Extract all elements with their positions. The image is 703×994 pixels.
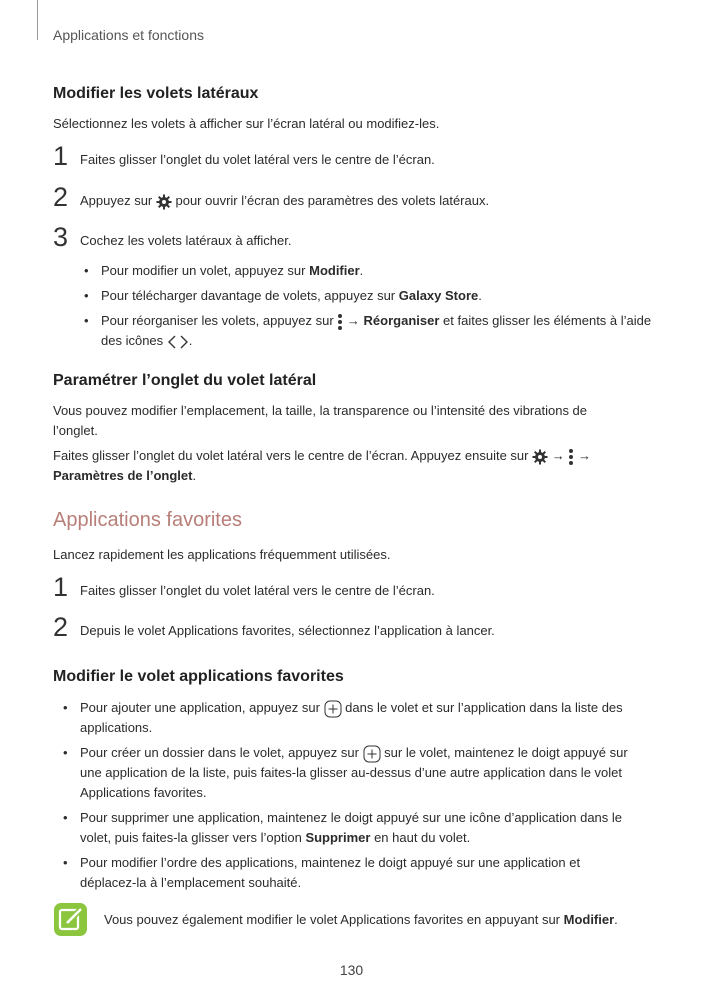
bold-term: Supprimer <box>305 830 371 845</box>
bullet-item <box>84 261 671 281</box>
bullet-dot: • <box>63 700 68 715</box>
step-3 <box>53 222 653 255</box>
bullet-text: Pour modifier un volet, appuyez sur <box>101 263 310 278</box>
chevron-right-icon <box>177 334 189 350</box>
section-intro: Lancez rapidement les applications fréquemment utilisées. <box>53 547 391 562</box>
step-text-part: pour ouvrir l’écran des paramètres des volets latéraux. <box>171 193 490 208</box>
step-text: Faites glisser l’onglet du volet latéral vers le centre de l’écran. <box>80 152 435 167</box>
section-paragraph <box>53 446 653 486</box>
bullet-text: Pour télécharger davantage de volets, appuyez sur <box>101 288 399 303</box>
bullet-dot: • <box>84 313 89 328</box>
bold-term: Galaxy Store <box>398 288 479 303</box>
bullet-item <box>63 808 650 848</box>
pencil-icon <box>54 903 87 936</box>
section-title-favorite-apps: Applications favorites <box>53 509 242 531</box>
page-number: 130 <box>339 962 364 978</box>
bullet-text: en haut du volet. <box>370 830 471 845</box>
bullet-text: applications. <box>80 720 153 735</box>
bullet-text: . <box>478 288 482 303</box>
bullet-dot: • <box>63 745 68 760</box>
step-number: 1 <box>53 572 69 602</box>
gear-icon <box>156 194 172 210</box>
bullet-text: Pour créer un dossier dans le volet, appuyez sur <box>80 745 363 760</box>
note-icon <box>54 903 87 936</box>
bullet-text: déplacez-la à l’emplacement souhaité. <box>80 875 302 890</box>
step-number: 3 <box>53 222 69 252</box>
bold-term: Modifier <box>309 263 360 278</box>
section-title-tab-settings: Paramétrer l’onglet du volet latéral <box>53 372 317 389</box>
chevron-left-icon <box>167 334 177 350</box>
bullet-item <box>63 743 650 803</box>
step-1 <box>53 572 653 605</box>
bullet-item <box>84 286 671 306</box>
arrow-symbol: → <box>548 448 569 463</box>
step-text-part: Appuyez sur <box>80 193 156 208</box>
bold-term: Réorganiser <box>363 313 440 328</box>
bullet-text: . <box>359 263 364 278</box>
bullet-text: sur le volet, maintenez le doigt appuyé sur <box>380 745 628 760</box>
paragraph-text: . <box>192 468 197 483</box>
note-text <box>104 910 664 930</box>
bullet-item <box>63 853 650 893</box>
bullet-item <box>84 311 671 351</box>
step-number: 2 <box>53 182 69 212</box>
bold-term: Paramètres de l’onglet <box>53 468 193 483</box>
step-text: Cochez les volets latéraux à afficher. <box>80 233 292 248</box>
bullet-text: volet, puis faites-la glisser vers l’option <box>80 830 306 845</box>
bullet-dot: • <box>84 263 89 278</box>
bullet-text: . <box>188 333 193 348</box>
step-1 <box>53 141 653 174</box>
bullet-text: dans le volet et sur l’application dans la liste des <box>341 700 623 715</box>
section-title-modify-panels: Modifier les volets latéraux <box>53 85 259 102</box>
bullet-text: Pour réorganiser les volets, appuyez sur <box>101 313 338 328</box>
bullet-dot: • <box>63 810 68 825</box>
note-text-part: Vous pouvez également modifier le volet Applications favorites en appuyant sur <box>104 912 564 927</box>
bullet-text: Pour modifier l’ordre des applications, maintenez le doigt appuyé sur une application et <box>80 855 581 870</box>
note-text-part: . <box>614 912 618 927</box>
bullet-text: Applications favorites. <box>80 785 207 800</box>
step-text: Depuis le volet Applications favorites, sélectionnez l’application à lancer. <box>80 623 495 638</box>
paragraph-line: Vous pouvez modifier l’emplacement, la taille, la transparence ou l’intensité des vibrations de <box>53 403 588 418</box>
step-number: 1 <box>53 141 69 171</box>
bullet-dot: • <box>63 855 68 870</box>
bullet-text: et faites glisser les éléments à l’aide <box>439 313 652 328</box>
step-text: Faites glisser l’onglet du volet latéral vers le centre de l’écran. <box>80 583 435 598</box>
bullet-item <box>63 698 650 738</box>
header-rule <box>37 0 38 40</box>
section-intro: Sélectionnez les volets à afficher sur l’écran latéral ou modifiez-les. <box>53 116 440 131</box>
bullet-text: des icônes <box>101 333 167 348</box>
step-2 <box>53 612 653 645</box>
paragraph-line: l’onglet. <box>53 423 98 438</box>
section-paragraph <box>53 401 653 441</box>
arrow-symbol: → <box>343 313 364 328</box>
bullet-dot: • <box>84 288 89 303</box>
running-title: Applications et fonctions <box>53 27 204 43</box>
bullet-text: Pour supprimer une application, maintenez le doigt appuyé sur une icône d’application dans le <box>80 810 623 825</box>
add-icon <box>324 700 342 718</box>
gear-icon <box>532 449 548 465</box>
add-icon <box>363 745 381 763</box>
section-title-edit-favorites-panel: Modifier le volet applications favorites <box>53 668 344 685</box>
step-number: 2 <box>53 612 69 642</box>
bold-term: Modifier <box>563 912 615 927</box>
step-2 <box>53 182 653 215</box>
bullet-text: une application de la liste, puis faites-la glisser au-dessus d’une autre application dans le volet <box>80 765 622 780</box>
arrow-symbol: → <box>574 448 591 463</box>
paragraph-text: Faites glisser l’onglet du volet latéral vers le centre de l’écran. Appuyez ensuite sur <box>53 448 533 463</box>
step-text <box>80 191 650 211</box>
bullet-text: Pour ajouter une application, appuyez sur <box>80 700 324 715</box>
